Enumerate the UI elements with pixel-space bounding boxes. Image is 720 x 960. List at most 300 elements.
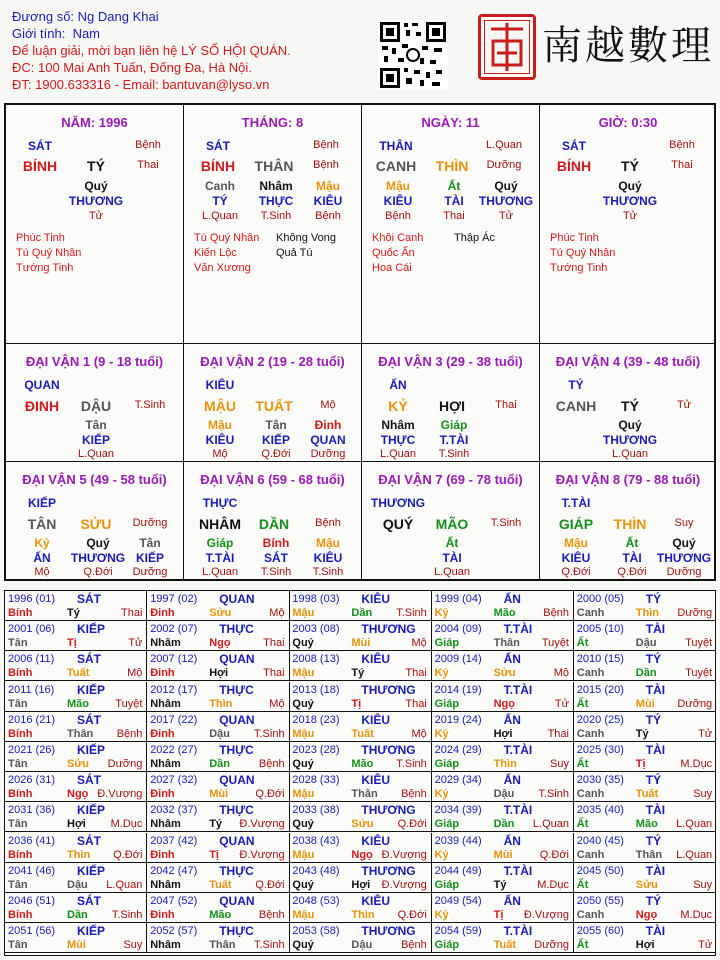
ten-god-label: QUAN	[24, 378, 60, 392]
year-cell[interactable]	[574, 863, 716, 893]
star-item: Kiến Lộc	[194, 247, 237, 259]
year-cell[interactable]	[5, 863, 147, 893]
year-stem: Mậu	[292, 667, 315, 680]
year-branch: Tuất	[635, 788, 659, 801]
hidden-stem: Mậu	[316, 536, 340, 550]
star-item: Tú Quý Nhân	[194, 232, 260, 244]
year-label: 2043 (48)	[292, 864, 340, 877]
year-stem: Canh	[576, 727, 605, 740]
hidden-god: T.TÀI	[205, 551, 235, 565]
hidden-stem: Canh	[205, 179, 235, 193]
year-cell[interactable]	[574, 893, 716, 923]
hidden-god: THƯƠNG	[478, 194, 534, 208]
year-ten-god: KIẾP	[77, 682, 106, 697]
year-label: 2016 (21)	[8, 713, 56, 726]
heavenly-stem: CANH	[375, 158, 417, 174]
year-cell[interactable]	[289, 863, 431, 893]
year-cell[interactable]	[5, 621, 147, 651]
branch-phase: Bệnh	[315, 517, 341, 529]
year-stem: Tân	[8, 697, 28, 710]
year-branch: Thìn	[67, 848, 91, 861]
year-cell[interactable]	[432, 863, 574, 893]
year-phase: Tuyệt	[115, 697, 143, 710]
year-label: 2018 (23)	[292, 713, 340, 726]
year-phase: Bệnh	[401, 788, 427, 801]
year-label: 2017 (22)	[150, 713, 198, 726]
dai-van-5[interactable]	[6, 461, 184, 579]
dai-van-7[interactable]	[362, 461, 540, 579]
hidden-stem: Nhâm	[381, 418, 415, 432]
branch-phase: Dưỡng	[486, 159, 522, 171]
year-stem: Đinh	[150, 667, 175, 680]
year-stem: Đinh	[150, 607, 175, 619]
year-phase: Mộ	[127, 667, 143, 680]
year-phase: Q.Đới	[255, 788, 285, 801]
year-branch: Hợi	[351, 878, 371, 891]
year-stem: Đinh	[150, 848, 175, 861]
earthly-branch: THÌN	[613, 516, 647, 532]
year-phase: M.Dục	[110, 818, 143, 831]
year-cell[interactable]	[147, 742, 289, 772]
year-cell[interactable]	[5, 651, 147, 681]
year-ten-god: T.TÀI	[503, 743, 533, 757]
year-phase: T.Sinh	[111, 909, 143, 921]
year-ten-god: SÁT	[77, 833, 101, 848]
year-label: 2032 (37)	[150, 804, 198, 817]
year-branch: Thìn	[493, 758, 517, 770]
year-cell[interactable]	[432, 893, 574, 923]
year-phase: Đ.Vượng	[523, 909, 569, 921]
heavenly-stem: BÍNH	[200, 158, 236, 174]
year-branch: Hợi	[67, 818, 86, 831]
year-branch: Mão	[209, 909, 232, 921]
year-cell[interactable]	[289, 772, 431, 802]
hidden-stem: Kỷ	[34, 536, 50, 550]
year-phase: Q.Đới	[113, 848, 143, 861]
hidden-stem: Bính	[262, 536, 290, 550]
year-cell[interactable]	[147, 682, 289, 712]
year-cell[interactable]	[289, 591, 431, 621]
earthly-branch: THÌN	[435, 158, 469, 174]
year-phase: Thai	[405, 667, 427, 680]
year-ten-god: KIÊU	[361, 712, 391, 727]
branch-phase: Thai	[495, 399, 517, 411]
year-label: 2034 (39)	[434, 804, 482, 817]
pillar-2	[362, 105, 540, 343]
year-cell[interactable]	[5, 591, 147, 621]
year-ten-god: KIẾP	[77, 622, 106, 637]
year-label: 2028 (33)	[292, 774, 340, 787]
year-phase: Q.Đới	[539, 848, 569, 861]
year-ten-god: TÀI	[645, 803, 666, 818]
year-stem: Tân	[8, 939, 28, 952]
gender-value: Nam	[72, 26, 101, 41]
hidden-phase: Tử	[88, 210, 104, 222]
year-stem: Canh	[576, 848, 605, 861]
year-cell[interactable]	[289, 833, 431, 863]
year-ten-god: TÀI	[645, 863, 666, 878]
year-ten-god: SÁT	[77, 773, 101, 788]
year-ten-god: ẤN	[503, 894, 521, 908]
year-cell[interactable]	[5, 712, 147, 742]
year-stem: Đinh	[150, 727, 175, 740]
year-phase: Đ.Vượng	[239, 848, 285, 861]
phase-label: Bệnh	[669, 139, 695, 151]
logo-text: 南越數理	[542, 23, 714, 69]
year-cell[interactable]	[574, 742, 716, 772]
year-cell[interactable]	[289, 682, 431, 712]
year-cell[interactable]	[147, 772, 289, 802]
year-ten-god: TÝ	[645, 712, 662, 727]
year-stem: Ất	[576, 697, 589, 710]
year-stem: Canh	[576, 607, 605, 619]
hidden-phase: Q.Đới	[261, 448, 291, 460]
year-branch: Tý	[67, 607, 80, 619]
year-label: 2002 (07)	[150, 623, 198, 636]
year-ten-god: THỰC	[219, 803, 254, 818]
year-cell[interactable]	[147, 833, 289, 863]
phase-label: L.Quan	[485, 139, 523, 151]
year-phase: T.Sinh	[396, 758, 427, 770]
year-cell[interactable]	[432, 802, 574, 832]
year-stem: Kỷ	[434, 667, 449, 680]
dai-van-title: ĐẠI VẬN 3 (29 - 38 tuổi)	[378, 354, 523, 369]
hidden-stem: Tân	[265, 418, 287, 432]
year-cell[interactable]	[432, 621, 574, 651]
hidden-stem: Ất	[447, 179, 461, 193]
star-item: Khôi Canh	[372, 232, 424, 244]
year-phase: Thai	[263, 667, 285, 680]
qr-code-icon[interactable]	[378, 20, 448, 90]
phase-label: Bệnh	[135, 139, 161, 151]
year-cell[interactable]	[147, 863, 289, 893]
hidden-phase: Q.Đới	[617, 566, 647, 578]
year-ten-god: THỰC	[219, 622, 254, 637]
ten-god-label: KIẾP	[27, 496, 56, 510]
year-cell[interactable]	[574, 833, 716, 863]
owner-name: Ng Dang Khai	[77, 9, 159, 24]
year-phase: Thai	[405, 697, 427, 710]
hidden-stem: Ất	[445, 536, 459, 550]
year-branch: Thìn	[209, 697, 233, 710]
year-phase: Dưỡng	[677, 607, 713, 619]
year-branch: Tị	[351, 697, 362, 710]
year-cell[interactable]	[574, 802, 716, 832]
year-label: 2001 (06)	[8, 623, 56, 636]
gender-label: Giới tính:	[12, 26, 66, 41]
year-branch: Mùi	[209, 788, 229, 801]
year-label: 2005 (10)	[576, 623, 624, 636]
hidden-phase: T.Sinh	[260, 210, 292, 222]
year-stem: Canh	[576, 667, 605, 680]
year-cell[interactable]	[289, 621, 431, 651]
year-cell[interactable]	[432, 772, 574, 802]
year-phase: Thai	[547, 727, 569, 740]
year-branch: Tý	[209, 818, 223, 831]
earthly-branch: TUẤT	[255, 398, 293, 414]
hidden-phase: Q.Đới	[561, 566, 591, 578]
year-label: 2048 (53)	[292, 895, 340, 907]
dai-van-3[interactable]	[362, 343, 540, 461]
year-ten-god: TÀI	[645, 682, 666, 697]
branch-phase: Mộ	[320, 399, 336, 411]
year-label: 2015 (20)	[576, 683, 624, 696]
year-phase: Bệnh	[116, 727, 143, 740]
year-cell[interactable]	[574, 923, 716, 953]
star-item: Tú Quý Nhân	[550, 247, 616, 259]
year-label: 2054 (59)	[434, 925, 482, 938]
year-cell[interactable]	[574, 712, 716, 742]
year-cell[interactable]	[147, 591, 289, 621]
year-phase: Đ.Vượng	[97, 788, 143, 801]
year-phase: Q.Đới	[255, 878, 285, 891]
hidden-stem: Mậu	[208, 418, 232, 432]
year-cell[interactable]	[574, 682, 716, 712]
year-ten-god: THƯƠNG	[361, 622, 416, 637]
year-cell[interactable]	[574, 591, 716, 621]
year-stem: Đinh	[150, 788, 175, 801]
year-stem: Bính	[8, 727, 33, 740]
year-label: 2045 (50)	[576, 864, 624, 877]
dai-van-6[interactable]	[184, 461, 362, 579]
year-branch: Mùi	[351, 637, 371, 650]
dai-van-title: ĐẠI VẬN 5 (49 - 58 tuổi)	[22, 472, 167, 487]
year-cell[interactable]	[289, 651, 431, 681]
heavenly-stem: QUÝ	[382, 516, 414, 532]
year-phase: Dưỡng	[534, 939, 569, 952]
year-branch: Tuất	[67, 667, 90, 680]
hidden-stem: Nhâm	[259, 179, 293, 193]
hidden-stem: Giáp	[440, 418, 468, 432]
year-label: 2026 (31)	[8, 774, 56, 787]
year-stem: Bính	[8, 607, 33, 619]
year-phase: Bệnh	[401, 939, 427, 952]
year-phase: Mộ	[269, 607, 285, 619]
hidden-phase: Thai	[443, 210, 465, 222]
pillar-title: NĂM: 1996	[61, 115, 128, 130]
year-stem: Giáp	[434, 878, 460, 891]
earthly-branch: TÝ	[87, 158, 105, 174]
year-phase: Tử	[554, 697, 569, 710]
year-stem: Bính	[8, 909, 33, 921]
year-label: 2010 (15)	[576, 653, 624, 666]
year-branch: Mão	[67, 697, 89, 710]
heavenly-stem: MẬU	[204, 398, 236, 414]
year-stem: Nhâm	[150, 758, 181, 770]
year-cell[interactable]	[5, 772, 147, 802]
year-stem: Nhâm	[150, 878, 181, 891]
year-ten-god: ẤN	[503, 652, 521, 667]
year-stem: Ất	[576, 637, 589, 650]
ten-god-label: T.TÀI	[561, 496, 591, 510]
hidden-god: TÀI	[444, 194, 464, 208]
year-cell[interactable]	[432, 833, 574, 863]
year-ten-god: KIÊU	[361, 894, 391, 908]
year-branch: Mão	[493, 607, 516, 619]
year-phase: Dưỡng	[677, 697, 713, 710]
hidden-stem: Quý	[618, 179, 642, 193]
hidden-stem: Mậu	[564, 536, 588, 550]
branch-phase: T.Sinh	[490, 517, 522, 529]
year-cell[interactable]	[5, 923, 147, 953]
year-label: 2055 (60)	[576, 925, 624, 938]
year-stem: Canh	[576, 788, 605, 801]
year-cell[interactable]	[147, 651, 289, 681]
year-branch: Tị	[493, 909, 504, 921]
year-label: 2014 (19)	[434, 683, 482, 696]
year-phase: T.Sinh	[254, 939, 285, 952]
year-ten-god: THỰC	[219, 682, 254, 697]
year-stem: Kỷ	[434, 727, 449, 740]
year-cell[interactable]	[432, 923, 574, 953]
pillar-3	[540, 105, 716, 343]
earthly-branch: SỬU	[80, 516, 112, 532]
year-branch: Mão	[351, 758, 374, 770]
chart-box	[4, 103, 716, 581]
year-cell[interactable]	[5, 742, 147, 772]
hidden-god: KIẾP	[135, 551, 164, 565]
year-ten-god: QUAN	[219, 773, 255, 788]
year-cell[interactable]	[289, 712, 431, 742]
year-cell[interactable]	[5, 893, 147, 923]
dai-van-title: ĐẠI VẬN 7 (69 - 78 tuổi)	[378, 472, 523, 487]
year-stem: Mậu	[292, 788, 315, 801]
dai-van-8[interactable]	[540, 461, 716, 579]
hidden-god: THƯƠNG	[602, 433, 658, 447]
year-branch: Dần	[493, 818, 515, 831]
year-phase: Mộ	[269, 697, 285, 710]
star-item: Phúc Tinh	[16, 232, 65, 244]
year-stem: Bính	[8, 788, 33, 801]
year-cell[interactable]	[432, 742, 574, 772]
year-phase: L.Quan	[106, 878, 143, 891]
hidden-stem: Mậu	[386, 179, 410, 193]
year-cell[interactable]	[289, 893, 431, 923]
pillar-0	[6, 105, 184, 343]
year-branch: Tị	[209, 848, 219, 861]
dai-van-title: ĐẠI VẬN 2 (19 - 28 tuổi)	[200, 354, 345, 369]
dai-van-4[interactable]	[540, 343, 716, 461]
year-ten-god: QUAN	[219, 894, 255, 908]
year-cell[interactable]	[147, 923, 289, 953]
year-ten-god: TÝ	[645, 894, 662, 908]
year-branch: Thân	[493, 637, 520, 650]
year-branch: Hợi	[635, 939, 655, 952]
year-phase: Tử	[128, 637, 143, 650]
year-cell[interactable]	[432, 682, 574, 712]
ten-god-label: SÁT	[28, 139, 52, 153]
earthly-branch: TÝ	[621, 158, 639, 174]
branch-phase: T.Sinh	[134, 399, 166, 411]
year-cell[interactable]	[574, 651, 716, 681]
year-cell[interactable]	[147, 621, 289, 651]
year-branch: Tý	[493, 878, 507, 891]
year-ten-god: T.TÀI	[503, 682, 533, 697]
year-stem: Mậu	[292, 607, 315, 619]
dai-van-1[interactable]	[6, 343, 184, 461]
year-label: 2050 (55)	[576, 895, 624, 907]
year-branch: Mùi	[67, 939, 86, 952]
year-stem: Ất	[576, 758, 589, 770]
star-item: Tướng Tinh	[550, 262, 608, 274]
year-stem: Kỷ	[434, 607, 449, 619]
year-branch: Thân	[635, 848, 663, 861]
year-cell[interactable]	[289, 923, 431, 953]
year-cell[interactable]	[432, 591, 574, 621]
year-cell[interactable]	[5, 802, 147, 832]
year-phase: M.Dục	[537, 878, 569, 891]
year-phase: Q.Đới	[397, 909, 427, 921]
year-cell[interactable]	[5, 682, 147, 712]
hidden-god: ẤN	[33, 551, 51, 565]
ten-god-label: THƯƠNG	[370, 496, 426, 510]
earthly-branch: DẬU	[80, 398, 112, 414]
ten-god-label: TÝ	[568, 378, 584, 392]
year-stem: Kỷ	[434, 788, 449, 801]
year-stem: Đinh	[150, 909, 175, 921]
year-ten-god: KIÊU	[361, 773, 391, 788]
gender-line	[12, 25, 372, 42]
earthly-branch: THÂN	[254, 158, 294, 174]
year-phase: Tuyệt	[685, 667, 713, 680]
year-branch: Mão	[635, 818, 658, 831]
year-cell[interactable]	[432, 712, 574, 742]
year-phase: L.Quan	[532, 818, 569, 831]
year-branch: Ngọ	[351, 848, 373, 861]
hidden-stem: Quý	[494, 179, 518, 193]
year-cell[interactable]	[147, 802, 289, 832]
year-ten-god: QUAN	[219, 652, 255, 667]
year-branch: Sửu	[67, 758, 90, 770]
year-branch: Hợi	[209, 667, 229, 680]
year-cell[interactable]	[147, 893, 289, 923]
year-cell[interactable]	[432, 651, 574, 681]
contact-intro: Để luận giải, mời bạn liên hệ LÝ SỐ HỘI QUÁN.	[12, 43, 291, 58]
year-branch: Dậu	[67, 878, 88, 891]
dai-van-2[interactable]	[184, 343, 362, 461]
year-cell[interactable]	[289, 742, 431, 772]
year-phase: Suy	[123, 939, 143, 952]
dai-van-title: ĐẠI VẬN 8 (79 - 88 tuổi)	[555, 472, 701, 487]
year-cell[interactable]	[147, 712, 289, 742]
year-phase: M.Dục	[680, 909, 713, 921]
hidden-phase: Dưỡng	[310, 448, 346, 460]
year-label: 2030 (35)	[576, 774, 624, 787]
year-cell[interactable]	[574, 621, 716, 651]
hidden-god: KIÊU	[313, 194, 343, 208]
year-cell[interactable]	[289, 802, 431, 832]
ten-god-label: ẤN	[389, 378, 407, 392]
year-label: 2052 (57)	[150, 925, 198, 938]
year-ten-god: TÝ	[645, 833, 662, 848]
year-label: 2040 (45)	[576, 834, 624, 847]
year-cell[interactable]	[574, 772, 716, 802]
year-ten-god: THƯƠNG	[361, 682, 416, 697]
year-cell[interactable]	[5, 833, 147, 863]
hidden-god: KIÊU	[205, 433, 235, 447]
star-item: Phúc Tinh	[550, 232, 599, 244]
heavenly-stem: BÍNH	[22, 158, 58, 174]
header-info	[12, 8, 372, 93]
year-ten-god: KIẾP	[77, 863, 106, 878]
year-branch: Hợi	[493, 727, 513, 740]
year-phase: Q.Đới	[397, 818, 427, 831]
year-ten-god: SÁT	[77, 894, 101, 908]
year-label: 1997 (02)	[150, 593, 198, 605]
star-item: Văn Xương	[194, 262, 251, 274]
branch-phase: Thai	[137, 159, 159, 171]
hidden-phase: T.Sinh	[438, 448, 470, 460]
